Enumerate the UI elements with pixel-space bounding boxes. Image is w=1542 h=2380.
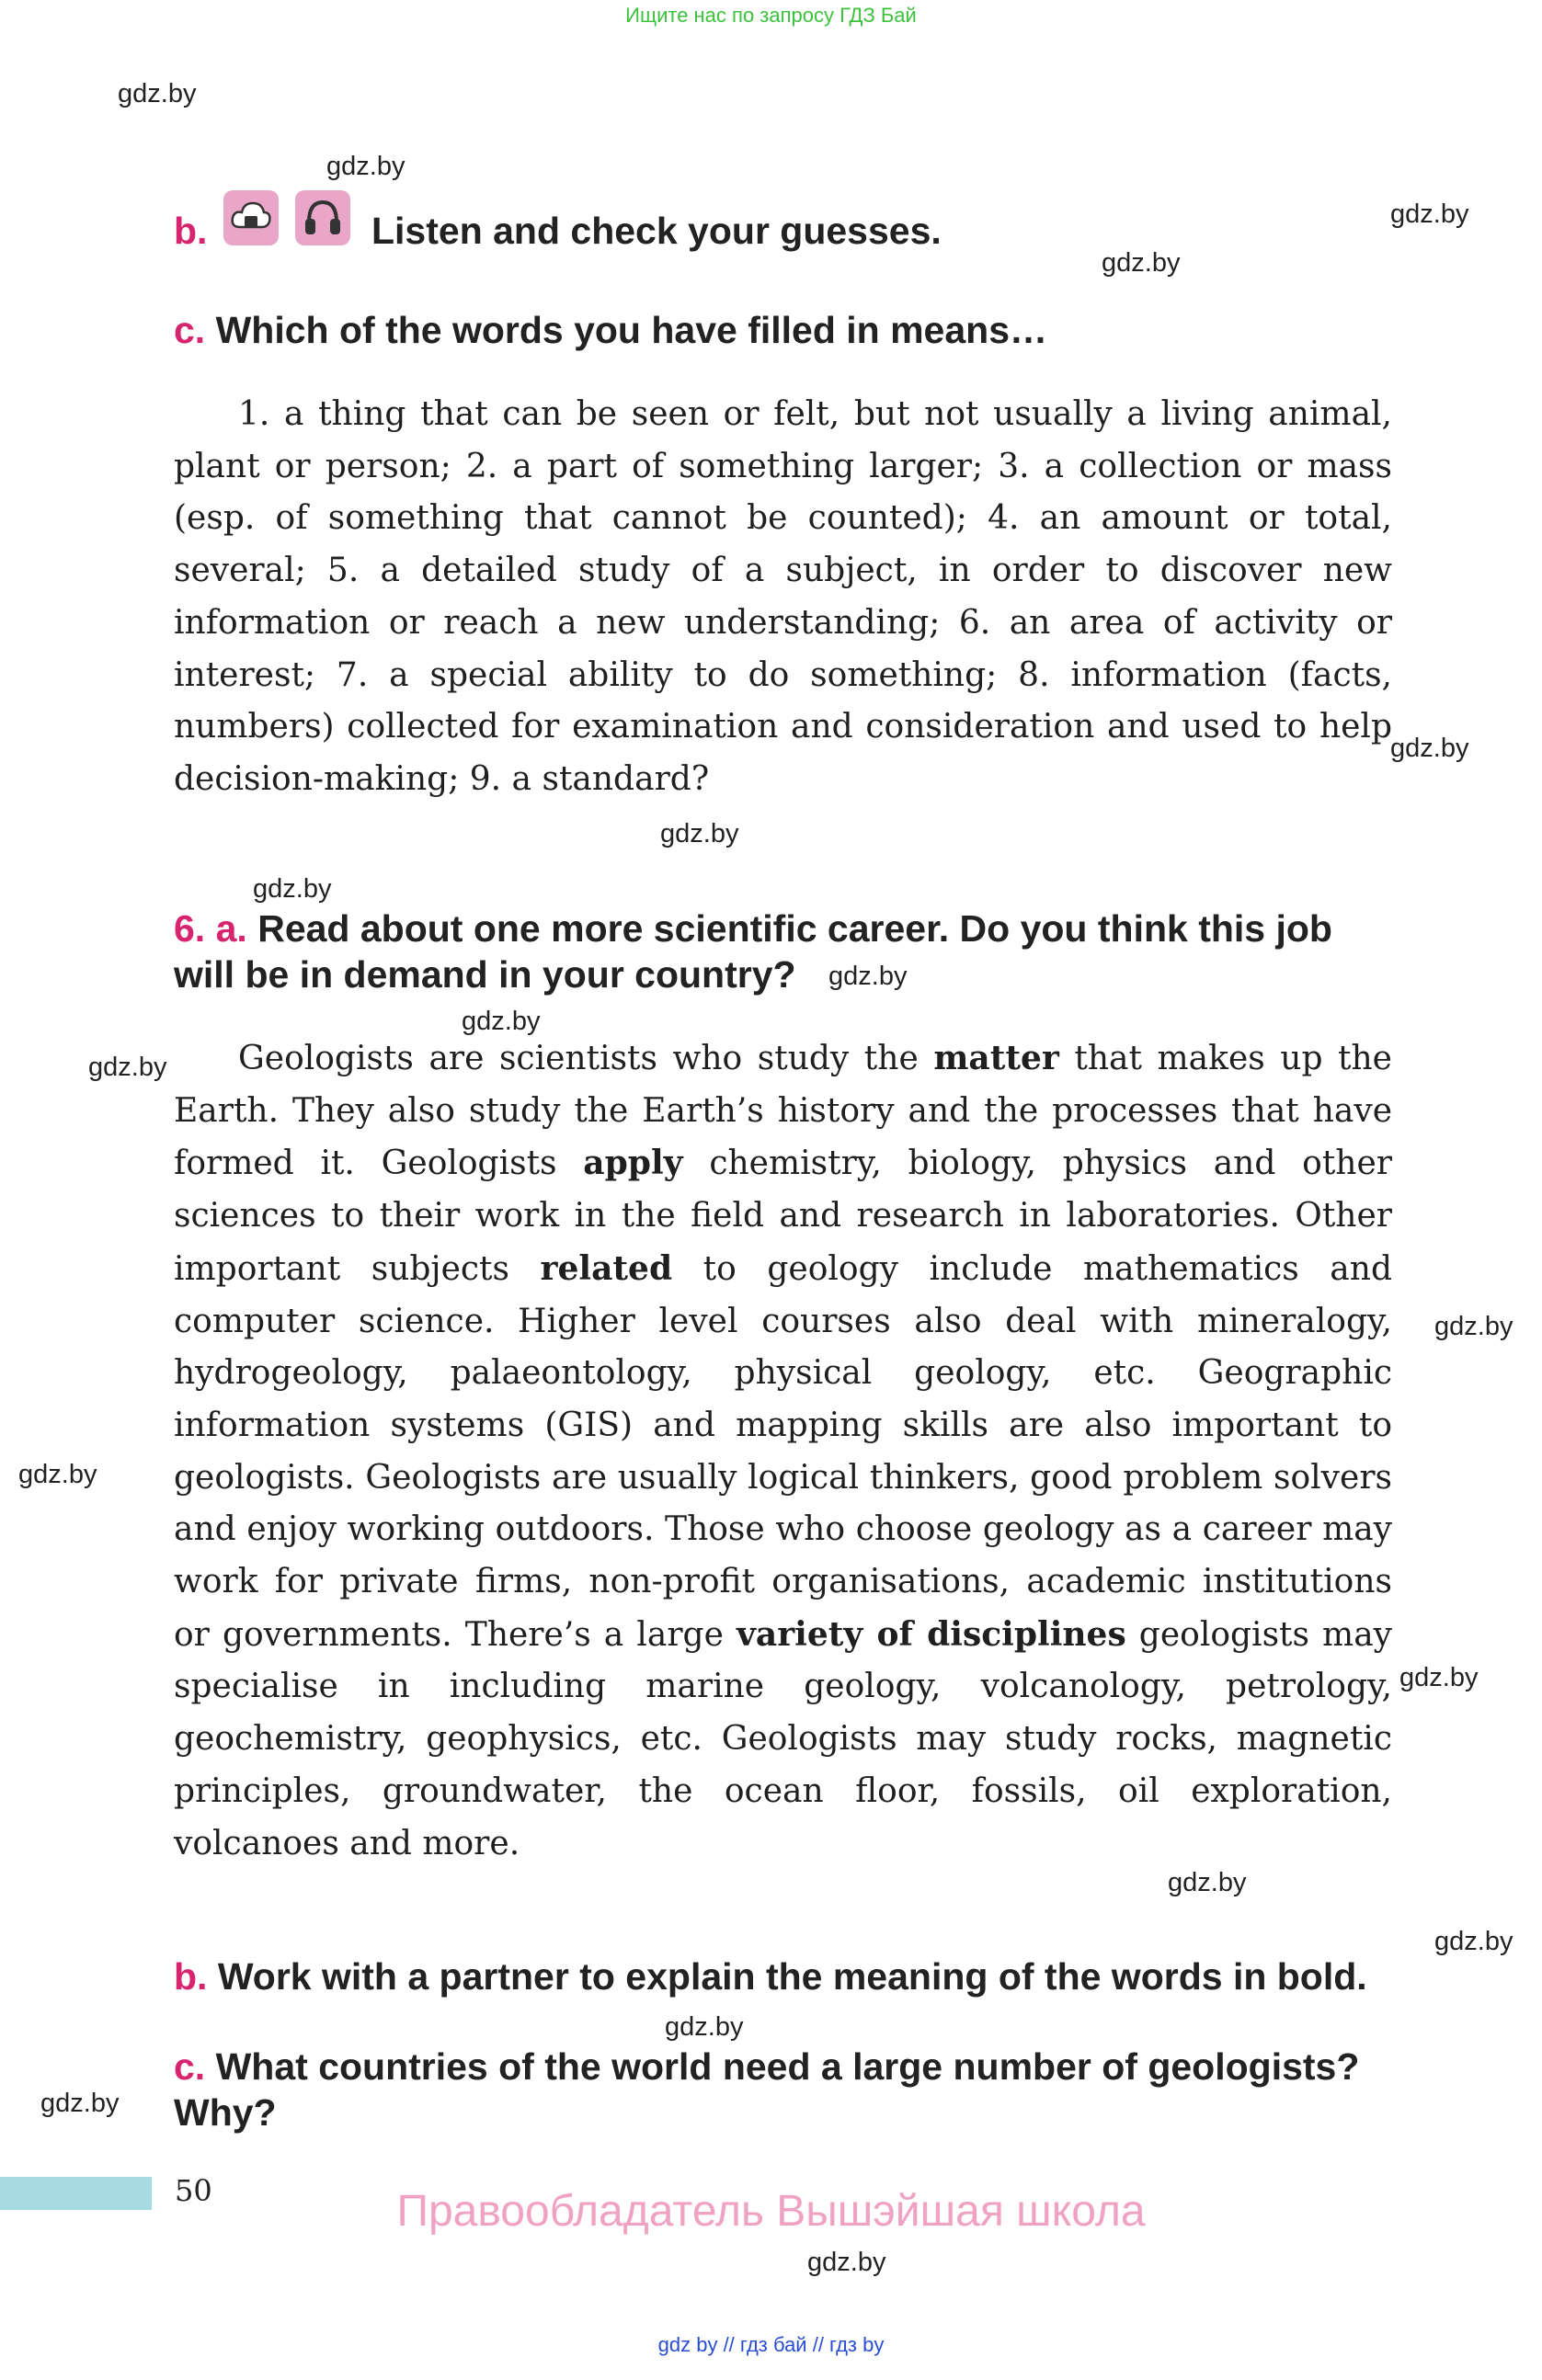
watermark: gdz.by [660,819,739,848]
watermark: gdz.by [40,2089,120,2118]
page-number: 50 [175,2173,212,2208]
definitions-paragraph: 1. a thing that can be seen or felt, but not usually a living animal, plant or person; 2. a part of something larger; 3. a collection or mass (esp. of something that cannot be counted); 4. an amount or total, several; 5. a detailed study of a subject, in order to discover new information or reach a new understanding; 6. an area of activity or interest; 7. a special ability to do something; 8. information (facts, numbers) collected for examination and consideration and used to help decision-making; 9. a standard? [174,395,1392,798]
bottom-links[interactable]: gdz by // гдз бай // гдз by [657,2333,885,2356]
watermark: gdz.by [1102,248,1181,278]
task-b-text: Listen and check your guesses. [371,210,942,252]
watermark: gdz.by [18,1460,97,1489]
bold-word-apply: apply [583,1144,683,1183]
task-6c: c. What countries of the world need a large number of geologists? Why? [174,2045,1360,2134]
watermark: gdz.by [462,1007,541,1036]
watermark: gdz.by [253,874,332,904]
bold-word-variety-of-disciplines: variety of disciplines [736,1614,1126,1654]
bold-word-related: related [540,1248,673,1288]
watermark: gdz.by [1390,734,1469,763]
watermark: gdz.by [1434,1312,1513,1341]
task-b-label: b. [174,210,208,252]
headphones-icon[interactable] [295,190,350,245]
watermark: gdz.by [807,2248,886,2277]
watermark: gdz.by [828,962,908,991]
watermark: gdz.by [118,79,197,108]
task-6b: b. Work with a partner to explain the meaning of the words in bold. [174,1955,1367,1998]
copyright-notice: Правообладатель Вышэйшая школа [396,2187,1146,2236]
cloud-download-icon[interactable] [223,190,279,245]
top-banner: Ищите нас по запросу ГДЗ Бай [625,4,917,27]
geology-passage: Geologists are scientists who study the matter that makes up the Earth. They also study the Earth’s history and the processes that have formed it. Geologists apply chemistry, biology, physics and other sciences to their work in the field and research in laboratories. Other important subjects related to geology include mathematics and computer science. Higher level courses also deal with mineralogy, hydrogeology, palaeontology, physical geology, etc. Geographic information systems (GIS) and mapping skills are also important to geologists. Geologists are usually logical thinkers, good problem solvers and enjoy working outdoors. Those who choose geology as a career may work for private firms, non-profit organisations, academic institutions or governments. There’s a large variety of disciplines geologists may specialise in including marine geology, volcanology, petrology, geochemistry, geophysics, etc. Geologists may study rocks, magnetic principles, groundwater, the ocean floor, fossils, oil exploration, volcanoes and more. [174,1039,1392,1862]
watermark: gdz.by [1434,1927,1513,1956]
watermark: gdz.by [1168,1868,1247,1897]
bold-word-matter: matter [933,1039,1059,1077]
watermark: gdz.by [1390,199,1469,229]
watermark: gdz.by [1399,1663,1479,1692]
task-c: c. Which of the words you have filled in means… [174,309,1048,351]
watermark: gdz.by [665,2012,744,2042]
watermark: gdz.by [326,152,405,181]
watermark: gdz.by [88,1053,167,1082]
task-6a: 6. a. Read about one more scientific career. Do you think this job will be in demand in your country? [174,907,1332,996]
